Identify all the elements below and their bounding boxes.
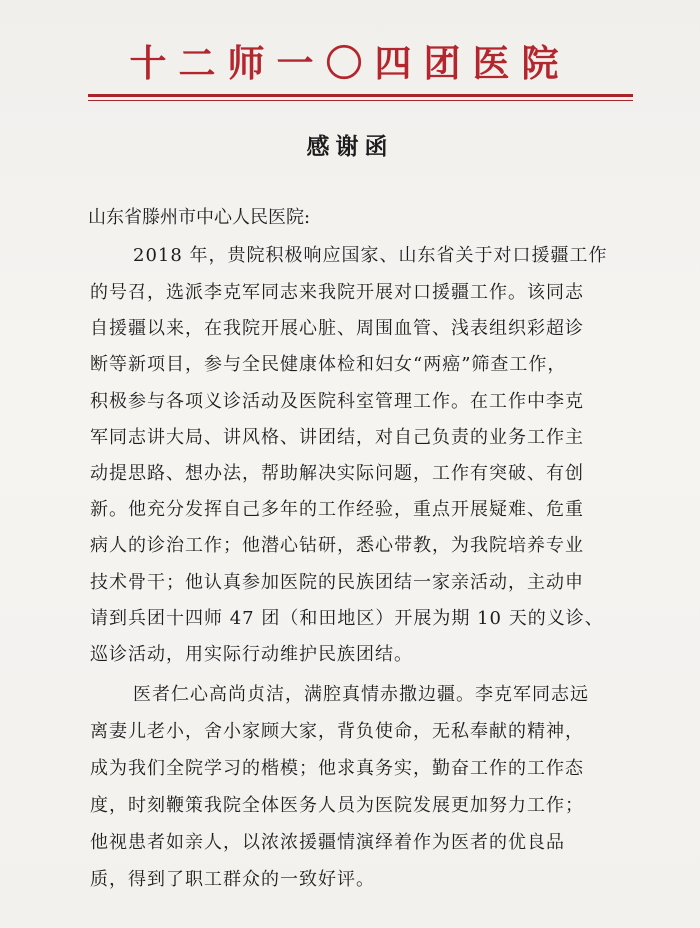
paragraph1-line: 2018 年，贵院积极响应国家、山东省关于对口援疆工作 — [133, 245, 608, 266]
paragraph2-line: 度，时刻鞭策我院全体医务人员为医院发展更加努力工作； — [90, 795, 584, 816]
paragraph2-line: 离妻儿老小，舍小家顾大家，背负使命，无私奉献的精神， — [90, 721, 584, 742]
paragraph1-line: 巡诊活动，用实际行动维护民族团结。 — [90, 644, 413, 665]
paragraph1-line: 技术骨干；他认真参加医院的民族团结一家亲活动，主动申 — [90, 572, 584, 593]
paragraph1-line: 自援疆以来，在我院开展心脏、周围血管、浅表组织彩超诊 — [90, 318, 584, 339]
paragraph1-line: 的号召，选派李克军同志来我院开展对口援疆工作。该同志 — [90, 282, 584, 303]
paragraph1-line: 病人的诊治工作；他潜心钻研，悉心带教，为我院培养专业 — [90, 535, 584, 556]
paragraph1-line: 动提思路、想办法，帮助解决实际问题，工作有突破、有创 — [90, 463, 584, 484]
letterhead-title: 十二师一〇四团医院 — [129, 41, 571, 85]
paragraph2-line: 医者仁心高尚贞洁，满腔真情赤撒边疆。李克军同志远 — [133, 684, 589, 705]
document-title: 感谢函 — [306, 133, 394, 160]
paragraph1-line: 积极参与各项义诊活动及医院科室管理工作。在工作中李克 — [90, 391, 584, 412]
salutation: 山东省滕州市中心人民医院: — [88, 207, 311, 228]
paragraph1-line: 新。他充分发挥自己多年的工作经验，重点开展疑难、危重 — [90, 499, 584, 520]
letterhead-rule-thin — [88, 100, 633, 101]
paragraph1-line: 请到兵团十四师 47 团（和田地区）开展为期 10 天的义诊、 — [90, 608, 604, 629]
letterhead-rule-thick — [88, 94, 633, 97]
paragraph1-line: 军同志讲大局、讲风格、讲团结，对自己负责的业务工作主 — [90, 427, 584, 448]
paragraph2-line: 成为我们全院学习的楷模；他求真务实，勤奋工作的工作态 — [90, 758, 584, 779]
paragraph1-line: 断等新项目，参与全民健康体检和妇女“两癌”筛查工作， — [90, 354, 567, 375]
paragraph2-line: 他视患者如亲人，以浓浓援疆情演绎着作为医者的优良品 — [90, 832, 565, 853]
paragraph2-line: 质，得到了职工群众的一致好评。 — [90, 869, 375, 890]
